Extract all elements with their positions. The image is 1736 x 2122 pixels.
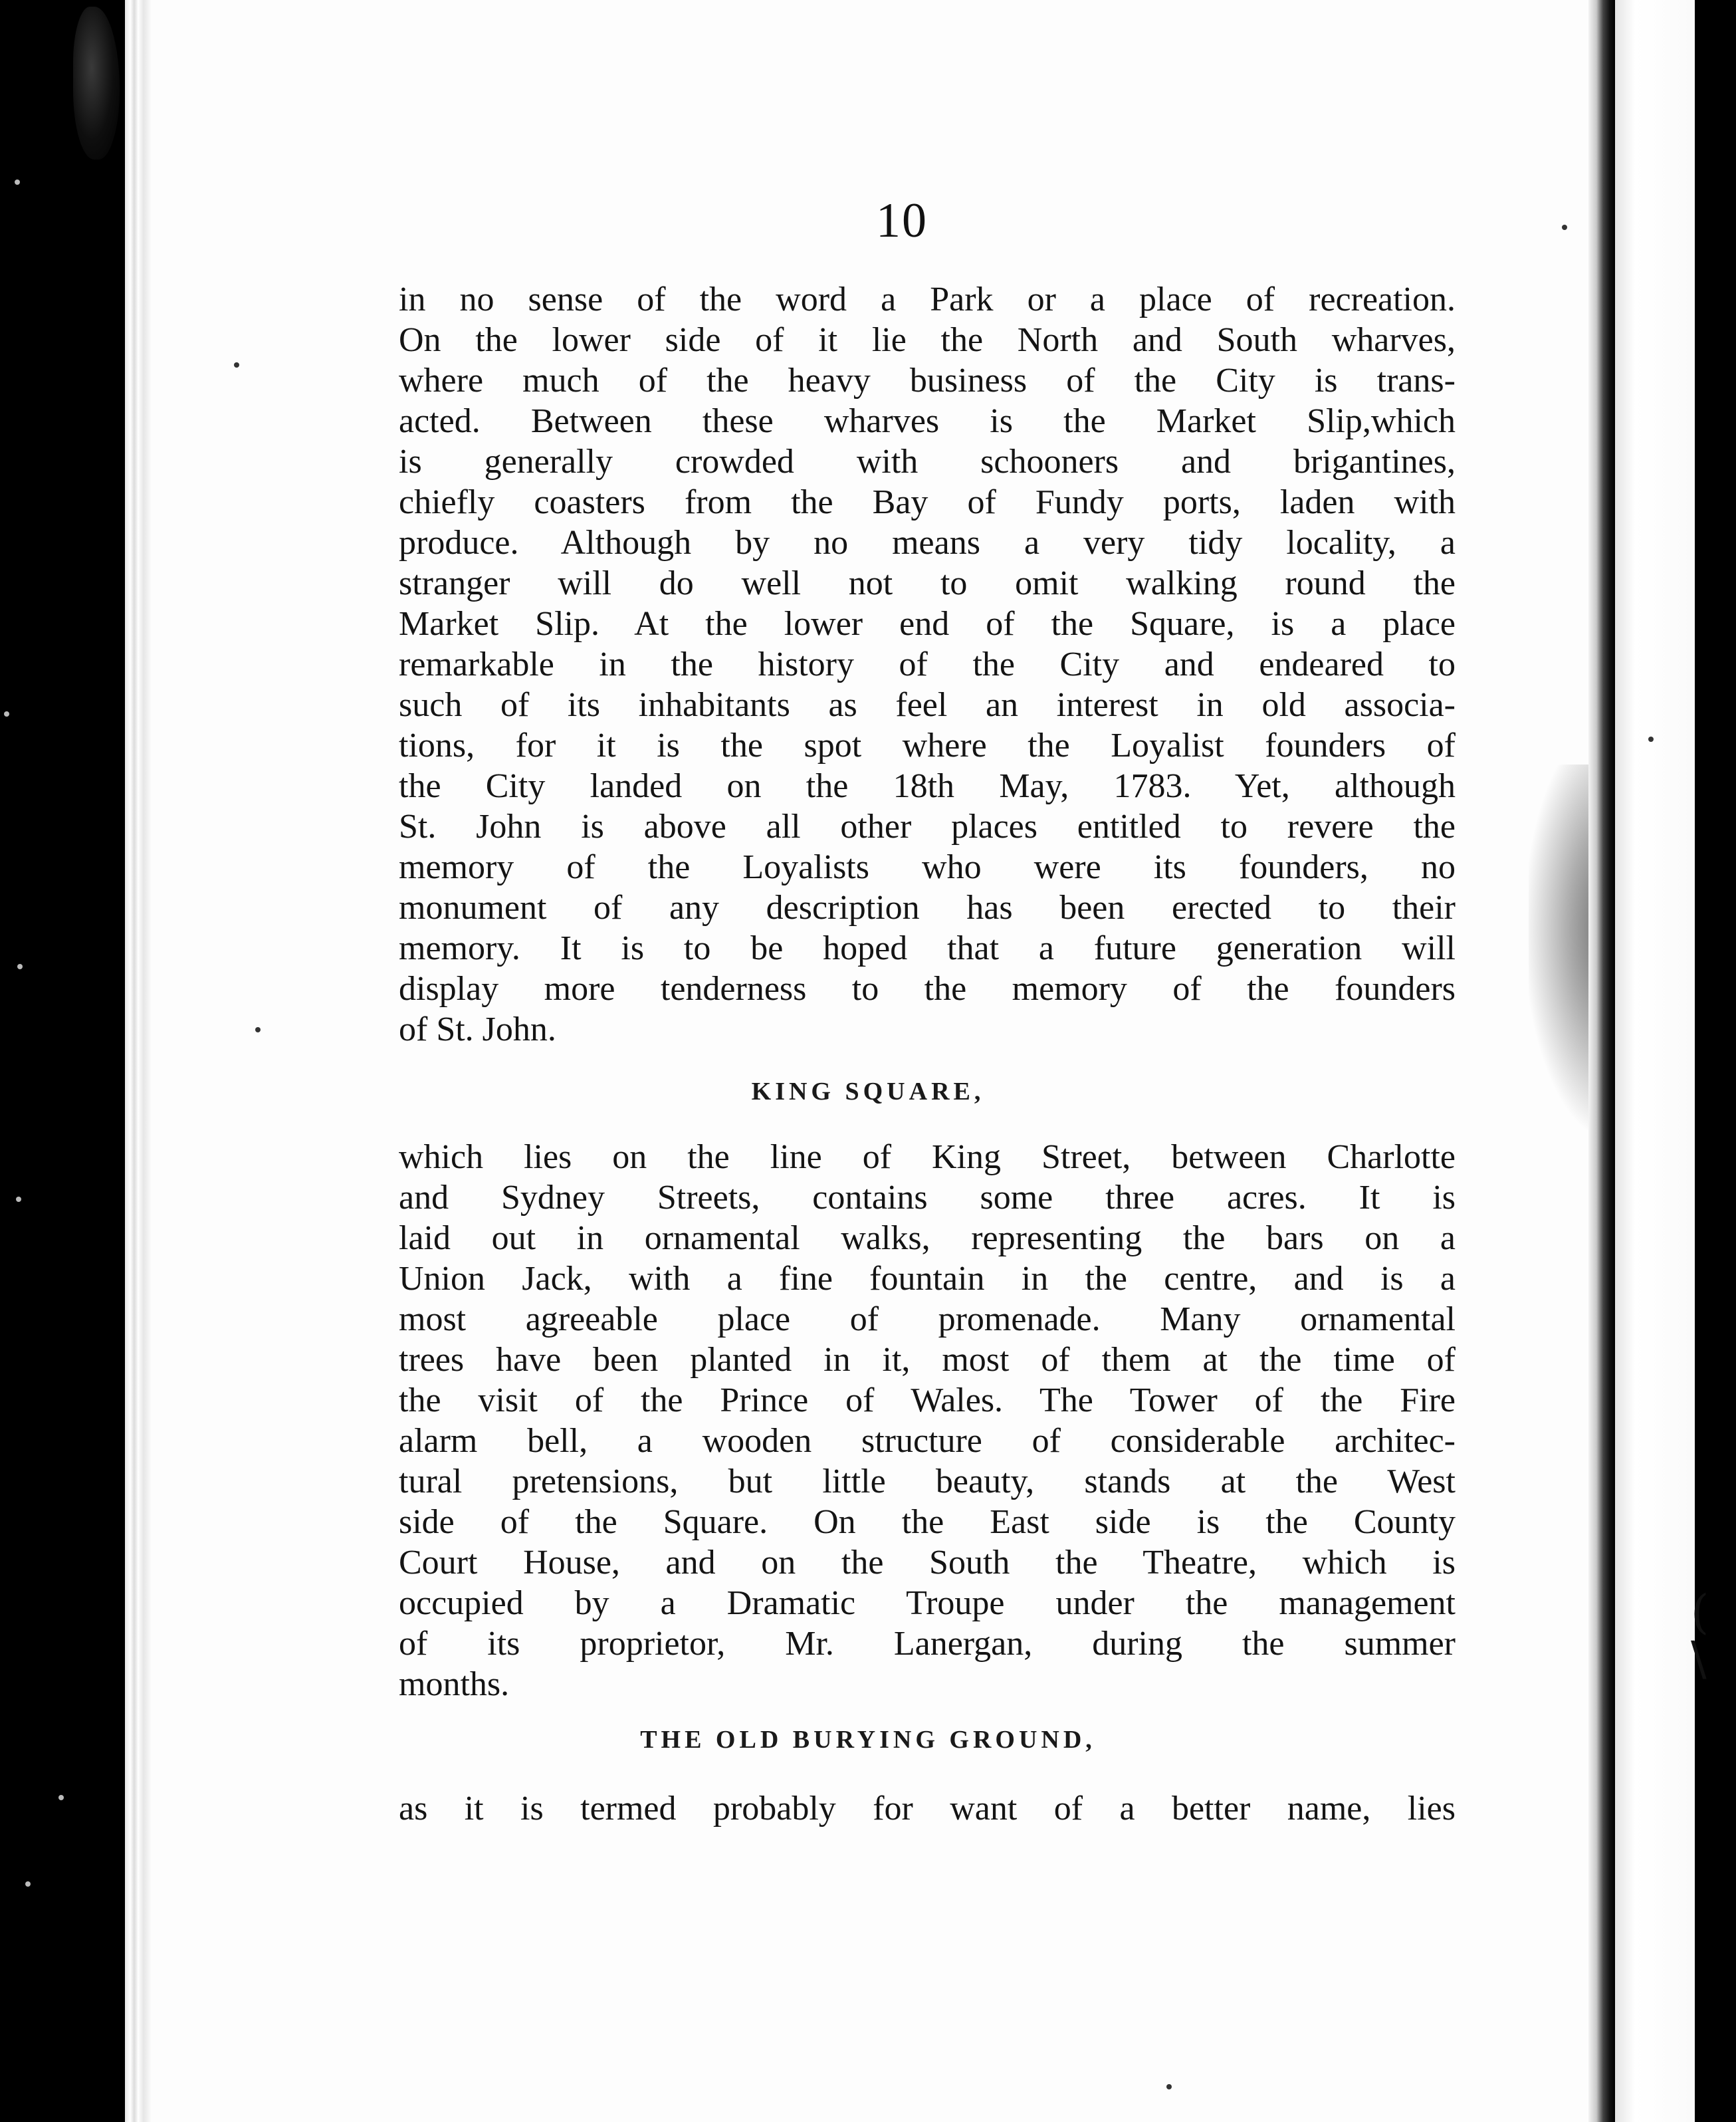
page-stack-edge [125,0,152,2122]
text-line: occupied by a Dramatic Troupe under the management [399,1584,1456,1622]
text-line: memory. It is to be hoped that a future generation will [399,929,1456,967]
text-line: On the lower side of it lie the North and South wharves, [399,321,1456,359]
text-line: of its proprietor, Mr. Lanergan, during the summer [399,1625,1456,1663]
text-line: as it is termed probably for want of a better name, lies [399,1790,1456,1827]
paragraph-market-slip [399,279,1456,1050]
page-number: 10 [876,193,928,248]
facing-page-glyph: ( [1691,1585,1709,1639]
text-line: side of the Square. On the East side is the County [399,1503,1456,1541]
text-line: St. John is above all other places entitled to revere the [399,808,1456,846]
text-line: remarkable in the history of the City and endeared to [399,646,1456,683]
text-line: months. [399,1665,510,1703]
text-line: Market Slip. At the lower end of the Square, is a place [399,605,1456,643]
text-line: Union Jack, with a fine fountain in the centre, and is a [399,1260,1456,1298]
dust-speck [1562,225,1567,230]
paragraph-king-square [399,1137,1456,1705]
text-line: the visit of the Prince of Wales. The Tower of the Fire [399,1381,1456,1419]
dust-speck [4,711,9,717]
text-line: where much of the heavy business of the City is trans- [399,362,1456,400]
text-line: of St. John. [399,1010,556,1048]
paragraph-old-burying-ground [399,1788,1456,1829]
binding-gutter [1588,0,1615,2122]
text-line: produce. Although by no means a very tidy locality, a [399,524,1456,562]
text-line: which lies on the line of King Street, between Charlotte [399,1138,1456,1176]
dust-speck [25,1881,31,1887]
facing-page-glyph: \ [1691,1631,1707,1686]
text-line: display more tenderness to the memory of the founders [399,970,1456,1008]
text-line: such of its inhabitants as feel an interest in old associa- [399,686,1456,724]
text-line: alarm bell, a wooden structure of considerable architec- [399,1422,1456,1460]
section-heading-old-burying-ground: THE OLD BURYING GROUND, [640,1726,1096,1754]
dust-speck [16,1197,21,1202]
text-line: stranger will do well not to omit walking round the [399,564,1456,602]
dust-speck [255,1027,261,1032]
text-line: chiefly coasters from the Bay of Fundy ports, laden with [399,483,1456,521]
dust-speck [17,964,23,969]
text-line: monument of any description has been erected to their [399,889,1456,927]
section-heading-king-square: KING SQUARE, [751,1078,985,1106]
text-line: and Sydney Streets, contains some three acres. It is [399,1179,1456,1217]
text-line: the City landed on the 18th May, 1783. Yet, although [399,767,1456,805]
text-line: is generally crowded with schooners and brigantines, [399,443,1456,481]
text-line: in no sense of the word a Park or a place of recreation. [399,281,1456,318]
dust-speck [234,362,239,368]
dust-speck [58,1795,64,1800]
dust-speck [15,179,20,185]
text-line: tions, for it is the spot where the Loyalist founders of [399,727,1456,765]
text-line: laid out in ornamental walks, representing the bars on a [399,1219,1456,1257]
text-line: tural pretensions, but little beauty, stands at the West [399,1463,1456,1500]
ink-blot-stain [73,7,120,160]
text-line: trees have been planted in it, most of them at the time of [399,1341,1456,1379]
dust-speck [1166,2084,1172,2089]
text-line: most agreeable place of promenade. Many ornamental [399,1300,1456,1338]
dust-speck [1648,737,1654,742]
text-line: acted. Between these wharves is the Market Slip,which [399,402,1456,440]
text-line: Court House, and on the South the Theatre, which is [399,1544,1456,1582]
text-line: memory of the Loyalists who were its founders, no [399,848,1456,886]
facing-page-edge [1615,0,1695,2122]
